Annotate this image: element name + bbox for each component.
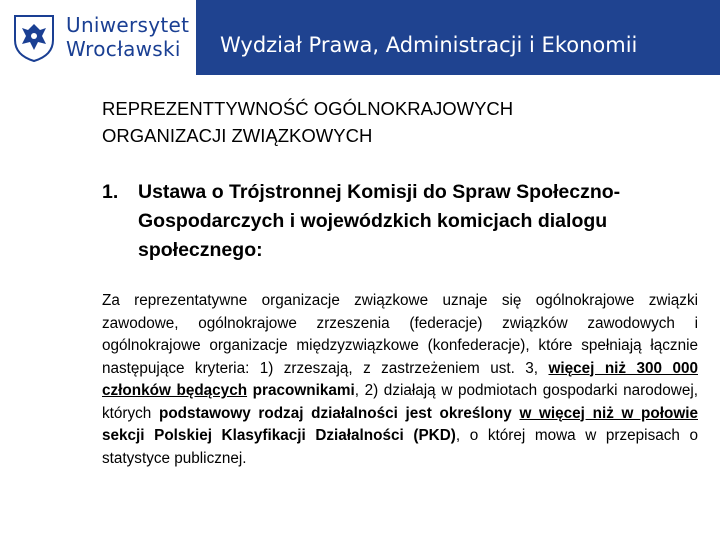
body-paragraph <box>102 290 698 470</box>
header <box>0 0 720 75</box>
faculty-title: Wydział Prawa, Administracji i Ekonomii <box>220 33 638 57</box>
university-crest-icon <box>12 14 56 62</box>
list-item-text: Ustawa o Trójstronnej Komisji do Spraw Społeczno-Gospodarczych i wojewódzkich komicjach dialogu społecznego: <box>138 181 621 261</box>
para-bold-3: sekcji Polskiej Klasyfikacji Działalności (PKD) <box>102 427 456 444</box>
university-logo <box>0 0 196 75</box>
slide-content <box>0 75 720 540</box>
para-text-1: Za reprezentatywne organizacje związkowe uznaje się ogólnokrajowe związki zawodowe, ogólnokrajowe zrzeszenia (federacje) związków zawodowych i ogólnokrajowe organizacje międzyzwiązkowe (konfederacje), które spełniają łącznie następujące kryteria: 1) zrzeszają, z zastrzeżeniem ust. 3, <box>102 292 698 377</box>
university-name <box>66 13 189 61</box>
para-bold-1: pracownikami <box>247 382 355 399</box>
title-bar <box>196 0 720 75</box>
logo-line-2: Wrocławski <box>66 37 181 61</box>
slide-heading <box>102 95 702 149</box>
para-text-3: , o której mowa w przepisach o statystyce publicznej. <box>102 427 698 467</box>
para-bold-2: podstawowy rodzaj działalności jest określony <box>158 404 520 422</box>
para-text-2: , 2) działają w podmiotach gospodarki narodowej, których <box>102 382 698 422</box>
heading-line-1: REPREZENTTYWNOŚĆ OGÓLNOKRAJOWYCH <box>102 98 514 119</box>
logo-line-1: Uniwersytet <box>66 13 190 37</box>
para-bold-underlined-2: w więcej niż w połowie <box>519 404 698 422</box>
heading-line-2: ORGANIZACJI ZWIĄZKOWYCH <box>102 125 373 146</box>
para-bold-underlined-1: więcej niż 300 000 członków będących <box>102 359 698 399</box>
list-item-number: 1. <box>102 181 119 203</box>
